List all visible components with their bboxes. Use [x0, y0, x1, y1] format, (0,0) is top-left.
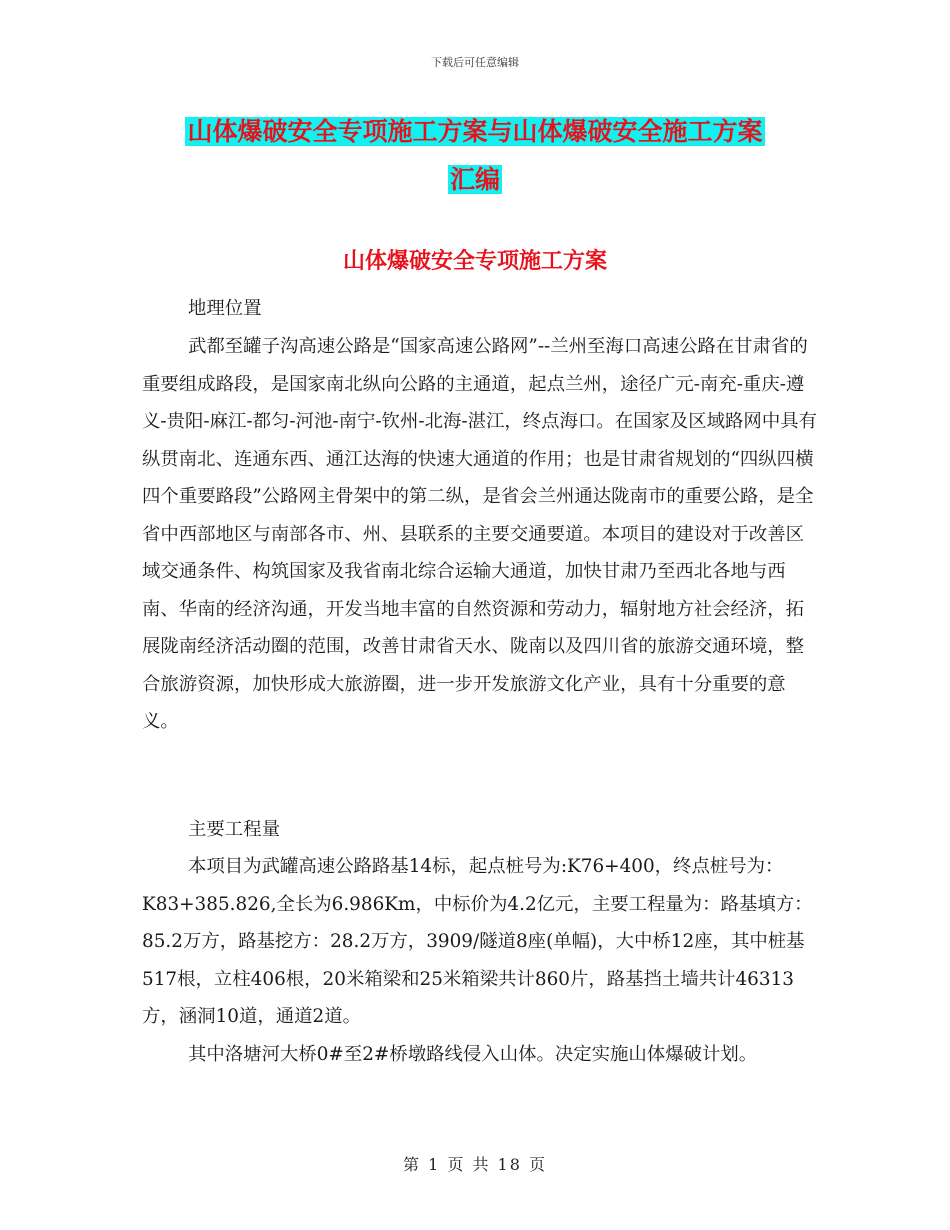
paragraph-location: 武都至罐子沟高速公路是“国家高速公路网”--兰州至海口高速公路在甘肃省的重要组成路段，是国家南北纵向公路的主通道，起点兰州，途径广元-南充-重庆-遵义-贵阳-麻江-都匀-河池-南宁-钦州-北海-湛江，终点海口。在国家及区域路网中具有纵贯南北、连通东西、通江达海的快速大通道的作用；也是甘肃省规划的“四纵四横四个重要路段”公路网主骨架中的第二纵，是省会兰州通达陇南市的重要公路，是全省中西部地区与南部各市、州、县联系的主要交通要道。本项目的建设对于改善区域交通条件、构筑国家及我省南北综合运输大通道，加快甘肃乃至西北各地与西南、华南的经济沟通，开发当地丰富的自然资源和劳动力，辐射地方社会经济，拓展陇南经济活动圈的范围，改善甘肃省天水、陇南以及四川省的旅游交通环境，整合旅游资源，加快形成大旅游圈，进一步开发旅游文化产业，具有十分重要的意义。 — [142, 336, 817, 732]
heading-quantities: 主要工程量 — [188, 819, 280, 840]
page-number: 第 1 页 共 18 页 — [403, 1155, 547, 1174]
document-title-line2: 汇编 — [449, 165, 500, 194]
page-header-note: 下载后可任意编辑 — [431, 56, 519, 69]
heading-location: 地理位置 — [188, 298, 262, 319]
paragraph-quantities: 本项目为武罐高速公路路基14标，起点桩号为:K76+400，终点桩号为：K83+385.826,全长为6.986Km，中标价为4.2亿元，主要工程量为：路基填方：85.2万方，路基挖方：28.2万方，3909/隧道8座(单幅)，大中桥12座，其中桩基517根，立柱406根，20米箱梁和25米箱梁共计860片，路基挡土墙共计46313方，涵洞10道，通道2道。 — [142, 856, 813, 1027]
section-title: 山体爆破安全专项施工方案 — [342, 248, 607, 274]
document-title — [0, 108, 950, 204]
paragraph-blasting: 其中洛塘河大桥0#至2#桥墩路线侵入山体。决定实施山体爆破计划。 — [188, 1044, 758, 1065]
document-title-line1: 山体爆破安全专项施工方案与山体爆破安全施工方案 — [187, 117, 763, 146]
